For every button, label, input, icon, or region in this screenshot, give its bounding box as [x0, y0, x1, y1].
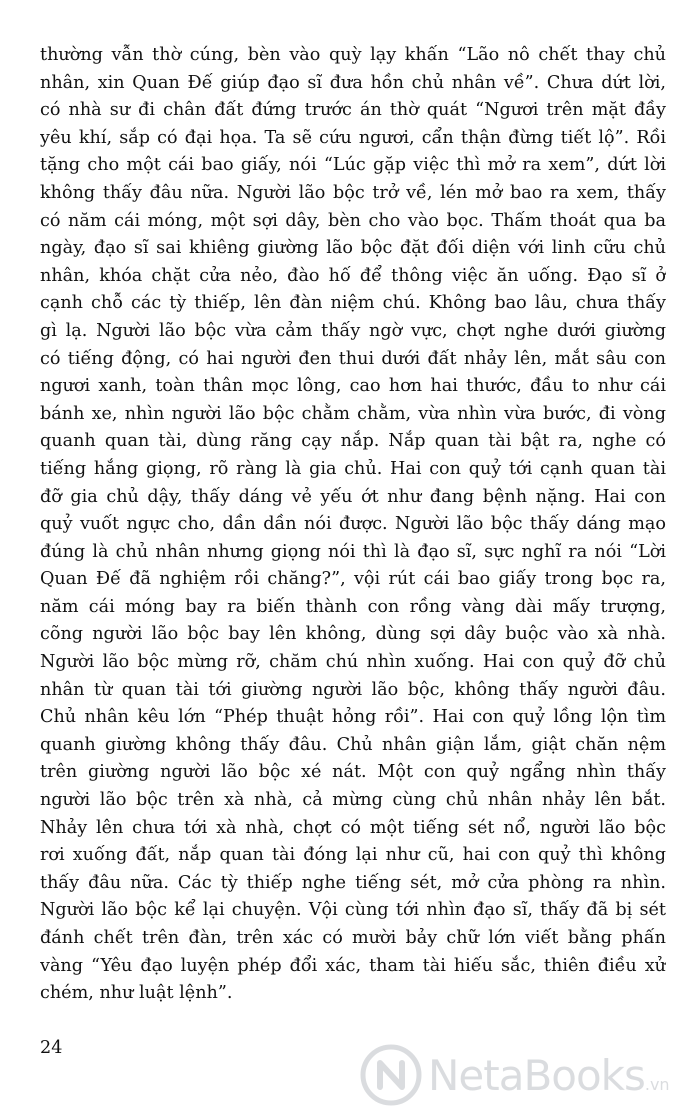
text-line: cõng người lão bộc bay lên không, dùng sợi dây buộc vào xà nhà. [40, 624, 666, 645]
text-line: năm cái móng bay ra biến thành con rồng vàng dài mấy trượng, [40, 596, 666, 617]
text-line: Người lão bộc mừng rỡ, chăm chú nhìn xuống. Hai con quỷ đỡ chủ [40, 652, 666, 673]
text-line: có năm cái móng, một sợi dây, bèn cho vào bọc. Thấm thoát qua ba [40, 210, 666, 231]
text-line: Người lão bộc kể lại chuyện. Vội cùng tới nhìn đạo sĩ, thấy đã bị sét [40, 900, 666, 921]
text-line: có nhà sư đi chân đất đứng trước án thờ quát “Ngươi trên mặt đầy [40, 100, 666, 121]
text-line: nhân, khóa chặt cửa nẻo, đào hố để thông việc ăn uống. Đạo sĩ ở [40, 265, 666, 286]
watermark [360, 1040, 690, 1110]
text-line: nhân, xin Quan Đế giúp đạo sĩ đưa hồn chủ nhân về”. Chưa dứt lời, [40, 72, 666, 93]
text-line: người lão bộc trên xà nhà, cả mừng cùng chủ nhân nhảy lên bắt. [40, 790, 666, 811]
text-line: Chủ nhân kêu lớn “Phép thuật hỏng rồi”. Hai con quỷ lồng lộn tìm [40, 707, 666, 728]
netabooks-logo-icon [360, 1044, 422, 1106]
text-line: ngày, đạo sĩ sai khiêng giường lão bộc đặt đối diện với linh cữu chủ [40, 238, 666, 259]
text-line: tặng cho một cái bao giấy, nói “Lúc gặp việc thì mở ra xem”, dứt lời [40, 155, 666, 176]
text-line: Quan Đế đã nghiệm rồi chăng?”, vội rút cái bao giấy trong bọc ra, [40, 569, 666, 590]
body-text [40, 42, 666, 1008]
text-line: quỷ vuốt ngực cho, dần dần nói được. Người lão bộc thấy dáng mạo [40, 514, 666, 535]
watermark-domain: .vn [644, 1074, 670, 1094]
text-line: ngươi xanh, toàn thân mọc lông, cao hơn hai thước, đầu to như cái [40, 376, 666, 397]
text-line: trên giường người lão bộc xé nát. Một con quỷ ngẩng nhìn thấy [40, 762, 666, 783]
text-line: Nhảy lên chưa tới xà nhà, chợt có một tiếng sét nổ, người lão bộc [40, 817, 666, 838]
text-line: vàng “Yêu đạo luyện phép đổi xác, tham tài hiếu sắc, thiên điều xử [40, 955, 666, 976]
watermark-name: NetaBooks [428, 1050, 645, 1100]
text-line: nhân từ quan tài tới giường người lão bộc, không thấy người đâu. [40, 679, 666, 700]
text-line: tiếng hắng giọng, rõ ràng là gia chủ. Hai con quỷ tới cạnh quan tài [40, 458, 666, 479]
text-line: thấy đâu nữa. Các tỳ thiếp nghe tiếng sét, mở cửa phòng ra nhìn. [40, 872, 666, 893]
text-line: bánh xe, nhìn người lão bộc chằm chằm, vừa nhìn vừa bước, đi vòng [40, 403, 666, 424]
text-line: chém, như luật lệnh”. [40, 983, 233, 1004]
page-number: 24 [40, 1038, 63, 1058]
text-line: đỡ gia chủ dậy, thấy dáng vẻ yếu ớt như đang bệnh nặng. Hai con [40, 486, 666, 507]
text-line: quanh quan tài, dùng răng cạy nắp. Nắp quan tài bật ra, nghe có [40, 431, 666, 452]
text-line: yêu khí, sắp có đại họa. Ta sẽ cứu ngươi, cẩn thận đừng tiết lộ”. Rồi [40, 127, 666, 148]
text-line: không thấy đâu nữa. Người lão bộc trở về, lén mở bao ra xem, thấy [40, 182, 666, 203]
text-line: đánh chết trên đàn, trên xác có mười bảy chữ lớn viết bằng phấn [40, 928, 666, 948]
text-line: đúng là chủ nhân nhưng giọng nói thì là đạo sĩ, sực nghĩ ra nói “Lời [40, 541, 666, 562]
watermark-text [428, 1051, 670, 1100]
text-line: cạnh chỗ các tỳ thiếp, lên đàn niệm chú. Không bao lâu, chưa thấy [40, 293, 666, 314]
text-line: có tiếng động, có hai người đen thui dưới đất nhảy lên, mắt sâu con [40, 348, 666, 369]
text-line: thường vẫn thờ cúng, bèn vào quỳ lạy khấn “Lão nô chết thay chủ [40, 45, 666, 65]
text-line: quanh giường không thấy đâu. Chủ nhân giận lắm, giật chăn nệm [40, 734, 666, 755]
text-line: gì lạ. Người lão bộc vừa cảm thấy ngờ vực, chợt nghe dưới giường [40, 320, 666, 341]
text-line: rơi xuống đất, nắp quan tài đóng lại như cũ, hai con quỷ thì không [40, 845, 666, 866]
